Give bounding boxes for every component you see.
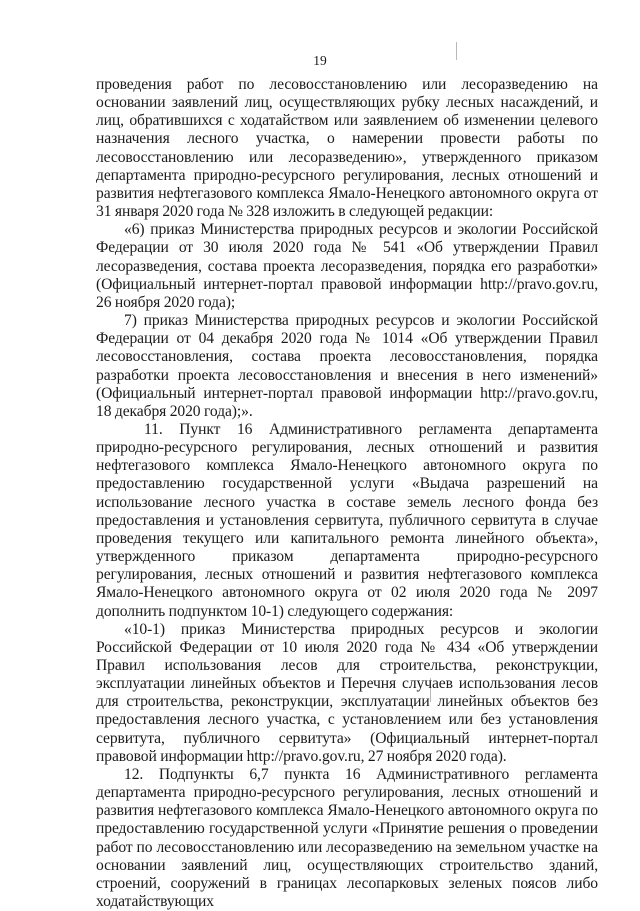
- paragraph-clause-11: 11. Пункт 16 Административного регламента департамента природно-ресурсного регулирования, лесных отношений и развития нефтегазового комплекса Ямало-Ненецкого автономного округа по предоставлению государственной услуги «Выдача разрешений на использование лесного участка в составе земель лесного фонда без предоставления и установления сервитута, публичного сервитута в случае проведения текущего или капитального ремонта линейного объекта», утвержденного приказом департамента природно-ресурсного регулирования, лесных отношений и развития нефтегазового комплекса Ямало-Ненецкого автономного округа от 02 июля 2020 года № 2097 дополнить подпунктом 10-1) следующего содержания:: [96, 420, 598, 620]
- paragraph-item-6: «6) приказ Министерства природных ресурсов и экологии Российской Федерации от 30 июля 2020 года № 541 «Об утверждении Правил лесоразведения, состава проекта лесоразведения, порядка его разработки» (Официальный интернет-портал правовой информации http://pravo.gov.ru, 26 ноября 2020 года);: [96, 221, 598, 311]
- paragraph-item-7: 7) приказ Министерства природных ресурсов и экологии Российской Федерации от 04 декабря 2020 года № 1014 «Об утверждении Правил лесовосстановления, состава проекта лесовосстановления, порядка разработки проекта лесовосстановления и внесения в него изменений» (Официальный интернет-портал правовой информации http://pravo.gov.ru, 18 декабря 2020 года);».: [96, 312, 598, 420]
- paragraph-item-10-1: «10-1) приказ Министерства природных ресурсов и экологии Российской Федерации от 10 июля 2020 года № 434 «Об утверждении Правил использования лесов для строительства, реконструкции, эксплуатации линейных объектов и Перечня случаев использования лесов для строительства, реконструкции, эксплуатации линейных объектов без предоставления лесного участка, с установлением или без установления сервитута, публичного сервитута» (Официальный интернет-портал правовой информации http://pravo.gov.ru, 27 ноября 2020 года).: [96, 620, 598, 765]
- scan-artifact-line: [456, 42, 457, 60]
- page-number: 19: [313, 53, 327, 68]
- paragraph-continuation: проведения работ по лесовосстановлению или лесоразведению на основании заявлений лиц, осуществляющих рубку лесных насаждений, и лиц, обратившихся с ходатайством или заявлением об изменении целевого назначения лесного участка, о намерении провести работы по лесовосстановлению или лесоразведению», утвержденного приказом департамента природно-ресурсного регулирования, лесных отношений и развития нефтегазового комплекса Ямало-Ненецкого автономного округа от 31 января 2020 года № 328 изложить в следующей редакции:: [96, 76, 598, 221]
- paragraph-clause-12: 12. Подпункты 6,7 пункта 16 Административного регламента департамента природно-ресурсного регулирования, лесных отношений и развития нефтегазового комплекса Ямало-Ненецкого автономного округа по предоставлению государственной услуги «Принятие решения о проведении работ по лесовосстановлению или лесоразведению на земельном участке на основании заявлений лиц, осуществляющих строительство зданий, строений, сооружений в границах лесопарковых зеленых поясов либо ходатайствующих: [96, 765, 598, 911]
- document-body: [96, 76, 598, 911]
